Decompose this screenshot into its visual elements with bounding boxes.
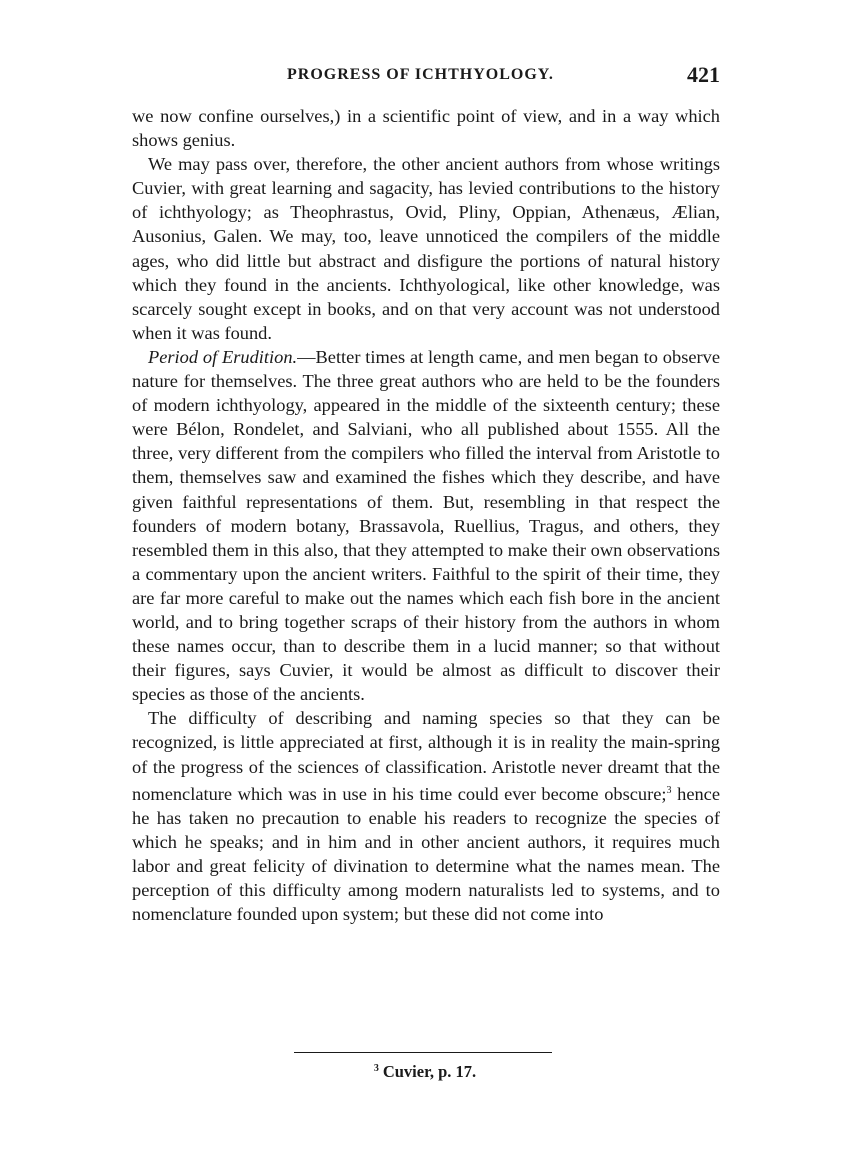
- paragraph-text: —Better times at length came, and men began to observe nature for themselves. The three great authors who are held to be the founders of modern ichthyology, appeared in the middle of the sixteenth century; these were Bélon, Rondelet, and Salviani, who all published about 1555. All the three, very different from the compilers who filled the interval from Aristotle to them, themselves saw and examined the fishes which they describe, and have given faithful representations of them. But, resembling in that respect the founders of modern botany, Brassavola, Ruellius, Tragus, and others, they resembled them in this also, that they attempted to make their own observations a commentary upon the ancient writers. Faithful to the spirit of their time, they are far more careful to make out the names which each fish bore in the ancient world, and to bring together scraps of their history from the authors in whom these names occur, than to describe them in a lucid manner; so that without their figures, says Cuvier, it would be almost as difficult to discover their species as those of the ancients.: [132, 346, 720, 705]
- footnote-reference: 3: [666, 784, 672, 796]
- paragraph-text: The difficulty of describing and naming species so that they can be recognized, is little appreciated at first, although it is in reality the main-spring of the progress of the sciences of classification. Aristotle never dreamt that the nomenclature which was in use in his time could ever become obscure;: [132, 708, 720, 804]
- running-head: [132, 62, 720, 92]
- paragraph-text: hence he has taken no precaution to enable his readers to recognize the species of which he speaks; and in him and in other ancient authors, it requires much labor and great felicity of divination to determine what the names mean. The perception of this difficulty among modern naturalists led to systems, and to nomenclature founded upon system; but these did not come into: [132, 783, 720, 925]
- paragraph-text: we now confine ourselves,) in a scientific point of view, and in a way which shows genius.: [132, 106, 720, 151]
- footnote-rule: [294, 1052, 552, 1053]
- paragraph-nomenclature: [132, 706, 720, 926]
- paragraph-period-of-erudition: [132, 345, 720, 706]
- footnote-text: Cuvier, p. 17.: [382, 1062, 477, 1081]
- paragraph-text: We may pass over, therefore, the other ancient authors from whose writings Cuvier, with great learning and sagacity, has levied contributions to the history of ichthyology; as Theophrastus, Ovid, Pliny, Oppian, Athenæus, Ælian, Ausonius, Galen. We may, too, leave unnoticed the compilers of the middle ages, who did little but abstract and disfigure the portions of natural history which they found in the ancients. Ichthyological, like other knowledge, was scarcely sought except in books, and on that very account was not understood when it was found.: [132, 154, 720, 343]
- body-text: [132, 104, 720, 926]
- footnote: [0, 1062, 850, 1082]
- paragraph-ancient-authors: [132, 152, 720, 345]
- section-heading: Period of Erudition.: [148, 346, 298, 367]
- running-title: PROGRESS OF ICHTHYOLOGY.: [287, 66, 554, 83]
- footnote-marker: 3: [373, 1063, 379, 1074]
- page-number: 421: [687, 62, 720, 87]
- paragraph-continuation: [132, 104, 720, 152]
